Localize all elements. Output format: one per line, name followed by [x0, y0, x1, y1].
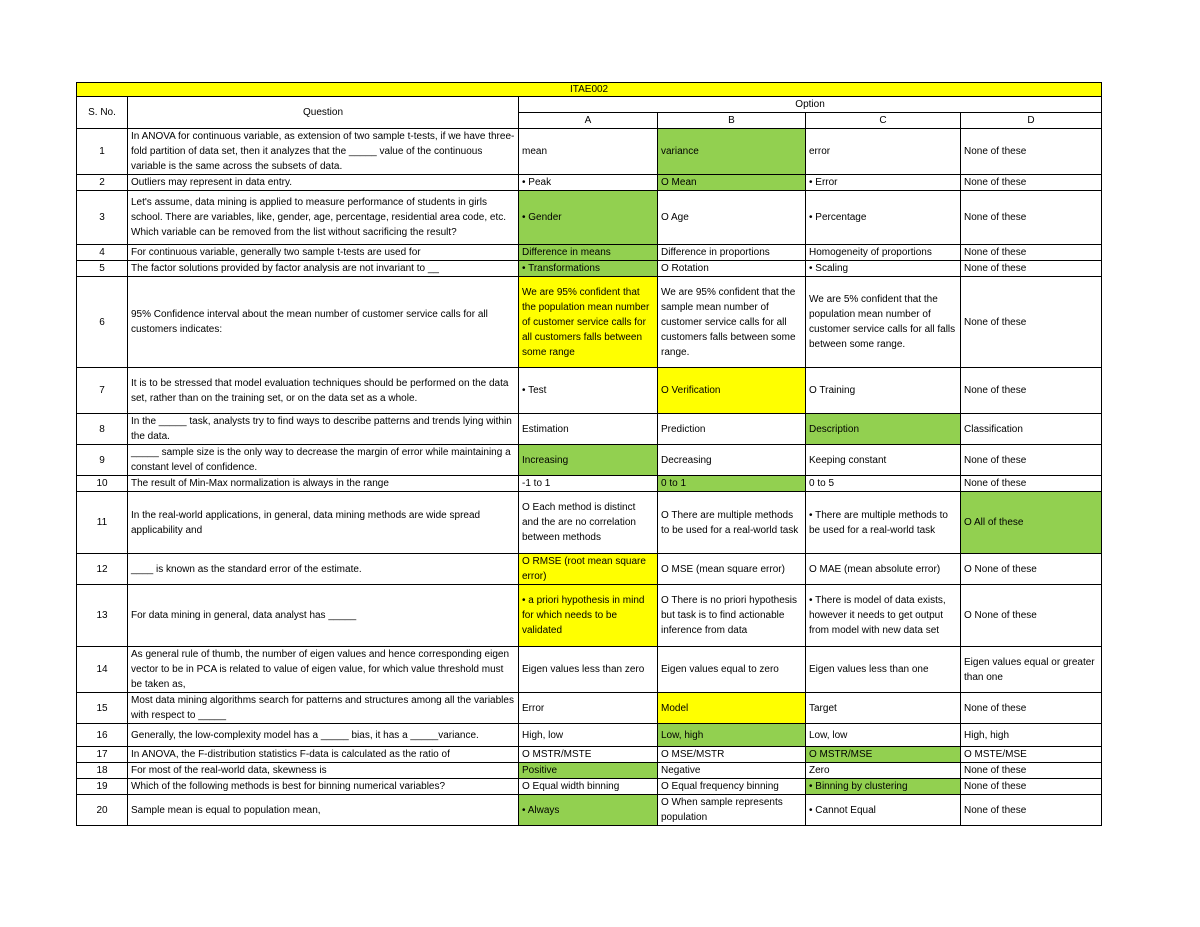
option-b-cell: Decreasing [658, 445, 806, 476]
table-row [77, 763, 1102, 779]
table-row [77, 693, 1102, 724]
question-text: It is to be stressed that model evaluation techniques should be performed on the data set, rather than on the training set, or on the data set as a whole. [128, 368, 519, 414]
option-d-cell: None of these [961, 693, 1102, 724]
question-text: For continuous variable, generally two sample t-tests are used for [128, 245, 519, 261]
option-b-cell: Difference in proportions [658, 245, 806, 261]
option-c-cell: • There are multiple methods to be used for a real-world task [806, 492, 961, 554]
option-d-cell: None of these [961, 795, 1102, 826]
sheet-title: ITAE002 [77, 83, 1102, 97]
option-c-cell: Keeping constant [806, 445, 961, 476]
option-d-cell: High, high [961, 724, 1102, 747]
option-a-cell: High, low [519, 724, 658, 747]
option-c-cell: • Binning by clustering [806, 779, 961, 795]
option-b-cell: O Equal frequency binning [658, 779, 806, 795]
question-text: Which of the following methods is best for binning numerical variables? [128, 779, 519, 795]
option-d-cell: O All of these [961, 492, 1102, 554]
option-c-cell: • Percentage [806, 191, 961, 245]
question-number: 4 [77, 245, 128, 261]
table-row [77, 175, 1102, 191]
question-number: 7 [77, 368, 128, 414]
option-a-cell: O MSTR/MSTE [519, 747, 658, 763]
header-option-a: A [519, 113, 658, 129]
table-row [77, 724, 1102, 747]
question-number: 9 [77, 445, 128, 476]
question-text: Let's assume, data mining is applied to measure performance of students in girls school. There are variables, like, gender, age, percentage, residential area code, etc. Which variable can be removed from the list without sacrificing the result? [128, 191, 519, 245]
question-number: 17 [77, 747, 128, 763]
option-b-cell: variance [658, 129, 806, 175]
option-d-cell: O MSTE/MSE [961, 747, 1102, 763]
option-b-cell: O There is no priori hypothesis but task is to find actionable inference from data [658, 585, 806, 647]
option-b-cell: Low, high [658, 724, 806, 747]
option-c-cell: Eigen values less than one [806, 647, 961, 693]
option-a-cell: Estimation [519, 414, 658, 445]
option-b-cell: Negative [658, 763, 806, 779]
question-text: _____ sample size is the only way to decrease the margin of error while maintaining a constant level of confidence. [128, 445, 519, 476]
option-c-cell: • Cannot Equal [806, 795, 961, 826]
quiz-sheet [76, 82, 1101, 826]
option-a-cell: • Gender [519, 191, 658, 245]
option-c-cell: error [806, 129, 961, 175]
header-option-b: B [658, 113, 806, 129]
quiz-table [76, 82, 1102, 826]
option-a-cell: • a priori hypothesis in mind for which needs to be validated [519, 585, 658, 647]
question-number: 6 [77, 277, 128, 368]
question-text: The result of Min-Max normalization is always in the range [128, 476, 519, 492]
option-b-cell: O Verification [658, 368, 806, 414]
option-a-cell: O RMSE (root mean square error) [519, 554, 658, 585]
option-b-cell: O Mean [658, 175, 806, 191]
question-text: In the real-world applications, in general, data mining methods are wide spread applicability and [128, 492, 519, 554]
table-row [77, 647, 1102, 693]
option-c-cell: O Training [806, 368, 961, 414]
option-b-cell: O When sample represents population [658, 795, 806, 826]
option-c-cell: Homogeneity of proportions [806, 245, 961, 261]
option-d-cell: None of these [961, 445, 1102, 476]
table-row [77, 277, 1102, 368]
table-row [77, 585, 1102, 647]
table-row [77, 445, 1102, 476]
header-option: Option [519, 97, 1102, 113]
option-c-cell: • There is model of data exists, however it needs to get output from model with new data set [806, 585, 961, 647]
option-a-cell: • Always [519, 795, 658, 826]
option-d-cell: None of these [961, 763, 1102, 779]
question-number: 5 [77, 261, 128, 277]
question-text: As general rule of thumb, the number of eigen values and hence corresponding eigen vector to be in PCA is related to value of eigen value, for which value threshold must be taken as, [128, 647, 519, 693]
question-text: 95% Confidence interval about the mean number of customer service calls for all customers indicates: [128, 277, 519, 368]
table-row [77, 261, 1102, 277]
option-a-cell: We are 95% confident that the population mean number of customer service calls for all customers falls between some range [519, 277, 658, 368]
table-row [77, 554, 1102, 585]
option-d-cell: None of these [961, 175, 1102, 191]
option-d-cell: O None of these [961, 554, 1102, 585]
table-row [77, 795, 1102, 826]
table-row [77, 129, 1102, 175]
option-d-cell: None of these [961, 368, 1102, 414]
question-text: In the _____ task, analysts try to find ways to describe patterns and trends lying within the data. [128, 414, 519, 445]
table-row [77, 476, 1102, 492]
question-text: Sample mean is equal to population mean, [128, 795, 519, 826]
question-number: 12 [77, 554, 128, 585]
question-number: 18 [77, 763, 128, 779]
option-d-cell: None of these [961, 277, 1102, 368]
option-d-cell: None of these [961, 476, 1102, 492]
option-b-cell: Eigen values equal to zero [658, 647, 806, 693]
option-d-cell: Eigen values equal or greater than one [961, 647, 1102, 693]
option-a-cell: Error [519, 693, 658, 724]
option-a-cell: • Peak [519, 175, 658, 191]
option-c-cell: • Error [806, 175, 961, 191]
question-number: 10 [77, 476, 128, 492]
option-b-cell: Model [658, 693, 806, 724]
question-number: 11 [77, 492, 128, 554]
option-a-cell: • Transformations [519, 261, 658, 277]
option-c-cell: 0 to 5 [806, 476, 961, 492]
question-number: 16 [77, 724, 128, 747]
table-row [77, 245, 1102, 261]
option-a-cell: O Equal width binning [519, 779, 658, 795]
option-c-cell: We are 5% confident that the population mean number of customer service calls for all falls between some range. [806, 277, 961, 368]
option-c-cell: • Scaling [806, 261, 961, 277]
option-d-cell: None of these [961, 245, 1102, 261]
table-row [77, 191, 1102, 245]
question-text: For most of the real-world data, skewness is [128, 763, 519, 779]
question-number: 1 [77, 129, 128, 175]
question-text: In ANOVA, the F-distribution statistics F-data is calculated as the ratio of [128, 747, 519, 763]
option-a-cell: -1 to 1 [519, 476, 658, 492]
header-option-d: D [961, 113, 1102, 129]
table-row [77, 414, 1102, 445]
option-d-cell: None of these [961, 779, 1102, 795]
question-number: 14 [77, 647, 128, 693]
option-b-cell: O MSE (mean square error) [658, 554, 806, 585]
header-option-c: C [806, 113, 961, 129]
option-a-cell: Increasing [519, 445, 658, 476]
option-b-cell: O MSE/MSTR [658, 747, 806, 763]
question-number: 13 [77, 585, 128, 647]
option-c-cell: O MSTR/MSE [806, 747, 961, 763]
option-a-cell: Difference in means [519, 245, 658, 261]
option-a-cell: Eigen values less than zero [519, 647, 658, 693]
option-d-cell: None of these [961, 261, 1102, 277]
table-row [77, 779, 1102, 795]
option-c-cell: Target [806, 693, 961, 724]
question-text: Generally, the low-complexity model has a _____ bias, it has a _____variance. [128, 724, 519, 747]
table-row [77, 747, 1102, 763]
question-rows [77, 129, 1102, 826]
option-c-cell: Low, low [806, 724, 961, 747]
question-number: 8 [77, 414, 128, 445]
option-b-cell: O Age [658, 191, 806, 245]
question-number: 2 [77, 175, 128, 191]
option-d-cell: O None of these [961, 585, 1102, 647]
question-text: The factor solutions provided by factor analysis are not invariant to __ [128, 261, 519, 277]
option-a-cell: O Each method is distinct and the are no correlation between methods [519, 492, 658, 554]
option-b-cell: We are 95% confident that the sample mean number of customer service calls for all customers falls between some range. [658, 277, 806, 368]
question-text: Most data mining algorithms search for patterns and structures among all the variables with respect to _____ [128, 693, 519, 724]
question-number: 19 [77, 779, 128, 795]
question-text: Outliers may represent in data entry. [128, 175, 519, 191]
option-b-cell: Prediction [658, 414, 806, 445]
question-number: 3 [77, 191, 128, 245]
option-a-cell: • Test [519, 368, 658, 414]
option-c-cell: Zero [806, 763, 961, 779]
option-a-cell: mean [519, 129, 658, 175]
table-row [77, 492, 1102, 554]
question-number: 15 [77, 693, 128, 724]
option-a-cell: Positive [519, 763, 658, 779]
header-question: Question [128, 97, 519, 129]
option-c-cell: Description [806, 414, 961, 445]
question-number: 20 [77, 795, 128, 826]
option-d-cell: None of these [961, 129, 1102, 175]
option-b-cell: O Rotation [658, 261, 806, 277]
table-row [77, 368, 1102, 414]
question-text: ____ is known as the standard error of the estimate. [128, 554, 519, 585]
header-sno: S. No. [77, 97, 128, 129]
option-d-cell: Classification [961, 414, 1102, 445]
option-c-cell: O MAE (mean absolute error) [806, 554, 961, 585]
question-text: In ANOVA for continuous variable, as extension of two sample t-tests, if we have three-fold partition of data set, then it analyzes that the _____ value of the continuous variable is the same across the subsets of data. [128, 129, 519, 175]
option-b-cell: O There are multiple methods to be used for a real-world task [658, 492, 806, 554]
option-d-cell: None of these [961, 191, 1102, 245]
question-text: For data mining in general, data analyst has _____ [128, 585, 519, 647]
option-b-cell: 0 to 1 [658, 476, 806, 492]
